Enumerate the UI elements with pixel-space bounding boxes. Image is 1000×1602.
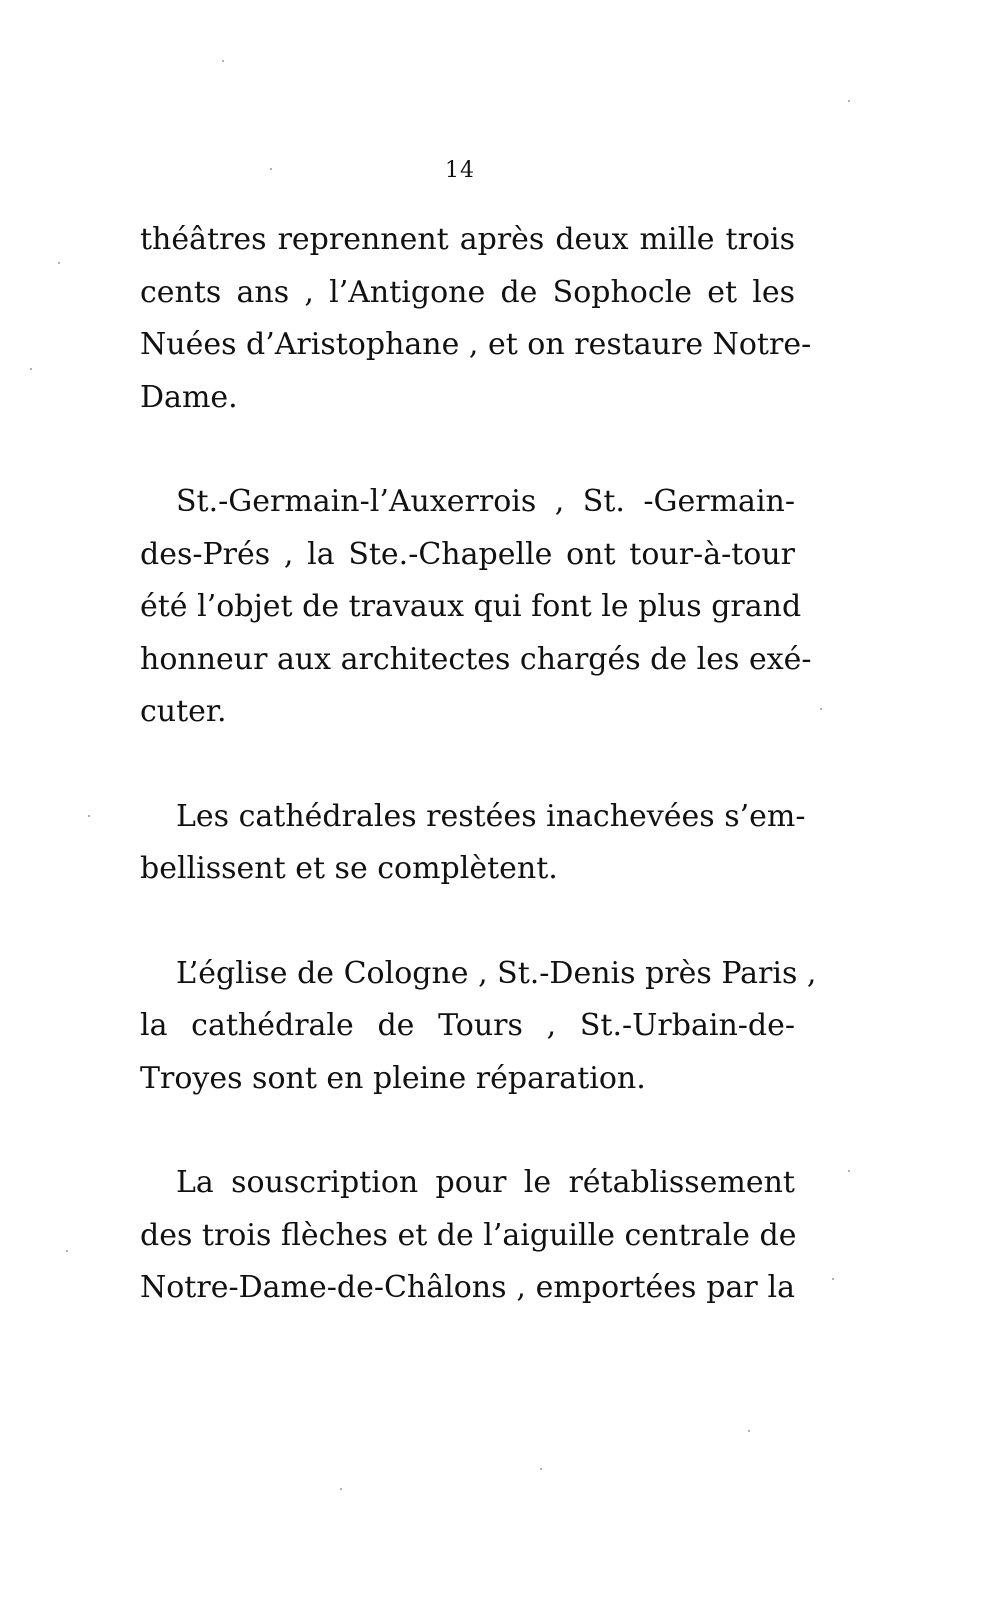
paper-speck [820,708,822,710]
paragraph-4 [140,948,817,1106]
text-line: bellissent et se complètent. [140,851,558,886]
text-line: honneur aux architectes chargés de les exé- [140,641,812,677]
paragraph-5 [140,1157,795,1315]
paper-speck [340,1488,342,1490]
paragraph-2 [140,476,812,739]
text-line: théâtres reprennent après deux mille trois [140,222,795,257]
text-line: Notre-Dame-de-Châlons , emportées par la [140,1270,795,1305]
body-text [140,214,817,1367]
paper-speck [58,262,60,264]
paper-speck [270,168,272,170]
paper-speck [832,1278,834,1280]
paper-speck [66,1250,68,1252]
text-line: Troyes sont en pleine réparation. [140,1060,646,1096]
paper-speck [540,1468,542,1470]
text-line: St.-Germain-l’Auxerrois , St. -Germain- [176,484,795,519]
text-line: Dame. [140,379,238,415]
text-line: cents ans , l’Antigone de Sophocle et les [140,274,795,310]
paragraph-3 [140,791,806,896]
text-line: des-Prés , la Ste.-Chapelle ont tour-à-tour [140,536,795,572]
paper-speck [30,368,32,370]
page-number: 14 [445,158,475,183]
text-line: été l’objet de travaux qui font le plus grand [140,589,802,624]
text-line: Nuées d’Aristophane , et on restaure Notre- [140,327,812,362]
paper-speck [848,100,850,102]
text-line: des trois flèches et de l’aiguille centrale de [140,1217,797,1253]
text-line: L’église de Cologne , St.-Denis près Paris , [176,955,817,991]
paper-speck [222,60,224,62]
text-line: cuter. [140,694,227,729]
paper-speck [848,1170,850,1172]
text-line: Les cathédrales restées inachevées s’em- [176,798,806,834]
text-line: La souscription pour le rétablissement [176,1165,795,1200]
paper-speck [748,1430,750,1432]
paragraph-1 [140,214,812,424]
text-line: la cathédrale de Tours , St.-Urbain-de- [140,1008,795,1043]
paper-speck [88,815,90,817]
